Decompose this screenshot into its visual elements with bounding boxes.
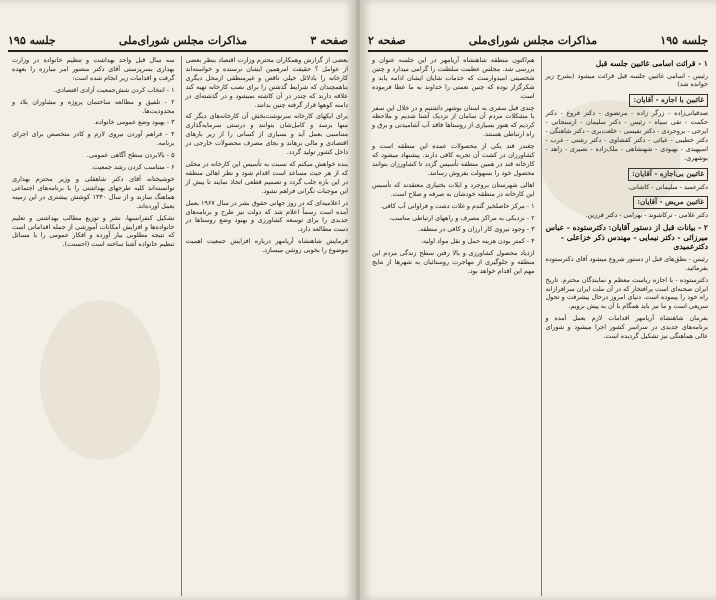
right-page-column-2 xyxy=(368,56,535,596)
paragraph: ۶ - متناسب کردن رشد جمعیت. xyxy=(91,163,175,172)
left-page xyxy=(0,0,356,600)
section-heading: ۲ - بیانات قبل از دستور آقایان: دکترستوده - عباس میرزائی - دکتر نیمایی - مهندس ذکر خزاعلی - دکترعمیدی xyxy=(545,223,708,252)
boxed-subheading-row xyxy=(546,166,709,183)
boxed-subheading: غائبین بی‌اجازه - آقایان: xyxy=(628,168,708,181)
paragraph: دکترستوده - با اجازه ریاست معظم و نمایندگان محترم. تاریخ ایران صحنه‌ای است پرافتخار که در آن ملت ایران سرافرازانه راه خود را پیموده است. دنیای امروز درحال پیشرفت و تحول سریعی است و ما نیز باید همگام با آن به پیش برویم. xyxy=(545,275,708,311)
left-page-column-1 xyxy=(181,56,349,596)
paragraph: ۴ - کمتر بودن هزینه حمل و نقل مواد اولیه. xyxy=(420,237,535,246)
paragraph: اهالی شهرستان بروجرد و ایلات بختیاری معتقدند که تأسیس این کارخانه در منطقه خودشان به صرفه و صلاح است. xyxy=(372,180,535,198)
left-page-column-2 xyxy=(8,56,175,596)
paragraph: هم‌اکنون منطقه شاهنشاه آریامهر در این جلسه عنوان و بررسی شد. مجلس عظمت سلطنت را گرامی میدارد و چنین شخصیتی امیدوارست که خدمات شایان ایشان ادامه یابد و شکرگزار بوده که چنین نعمتی را خداوند به ما عطا فرموده است. xyxy=(372,56,535,100)
paragraph: ۱ - مرکز حاصلخیز گندم و غلات دشت و فراوانی آب کافی. xyxy=(380,201,535,210)
paragraph: رئیس - نطق‌های قبل از دستور شروع میشود آقای دکترستوده بفرمائید. xyxy=(545,254,708,272)
paragraph: رئیس - اسامی غائبین جلسه قبل قرائت میشود (بشرح زیر خوانده شد) xyxy=(545,71,708,89)
paragraph: دکترعمید - سلیمانی - کاشانی. xyxy=(627,182,708,191)
paragraph: ۲ - تلفیق و مطالعه ساختمان پروژه و مشاوران بلاد و محدودیت‌ها. xyxy=(12,97,175,115)
paragraph: ازدیاد محصول کشاورزی و بالا رفتن سطح زندگی مردم این منطقه و جلوگیری از مهاجرت روستائیان به شهرها از نتایج مهم این اقدام خواهد بود. xyxy=(372,249,535,276)
paragraph: ۴ - فراهم آوردن نیروی لازم و کادر متخصص برای اجرای برنامه. xyxy=(12,130,175,148)
paragraph: بنده خواهش میکنم که نسبت به تأسیس این کارخانه در محلی که از هر حیث مساعد است اقدام شود و نظر اهالی منطقه در این باره جلب گردد و تصمیم قطعی اتخاذ نمایند تا بیش از این موجبات نگرانی فراهم نشود. xyxy=(185,159,348,195)
paragraph: بفرمان شاهنشاه آریامهر اقدامات لازم بعمل آمده و برنامه‌های جدیدی در سراسر کشور اجرا میشود و شورای عالی هماهنگی نیز تشکیل گردیده است. xyxy=(545,314,708,341)
boxed-subheading: غائبین با اجازه - آقایان: xyxy=(629,94,708,107)
left-page-session: جلسه ۱۹۵ xyxy=(8,33,56,47)
paragraph: چندی قبل سفری به استان بوشهر داشتیم و در خلال این سفر با مشکلات مردم آن سامان از نزدیک آشنا شدیم و ملاحظه کردیم که هنوز بسیاری از روستاها فاقد آب آشامیدنی و برق و راه ارتباطی هستند. xyxy=(372,103,535,139)
paragraph: ۱ - انتخاب کردن شش‌جمعیت آزادی اقتصادی. xyxy=(53,85,175,94)
paragraph: تشکیل کنفرانسها، نشر و توزیع مطالب بهداشتی و تعلیم خانواده‌ها و افزایش امکانات آموزشی از جمله اقداماتی است که نتیجه مطلوبی ببار آورده و افکار عمومی را با مسائل تنظیم خانواده آشنا ساخته است (احسنت). xyxy=(12,213,175,249)
right-page-column-1 xyxy=(541,56,709,596)
paragraph: بعضی از گزارش وهمکاران محترم وزارت اقتصاد بنظر بعضی از عوامل ؟ حقیقت امرهمین ایشان نرسنده و خواسته‌اند کارخانه را بادلائل خیلی ناقص و غیرمنطقی ازمحل دیگری بناهمچندان که شرایط گذشتن را برای نصب کارخانه تهیه کند علاقه دارند که چندر در آن کاشته نمیشود و در گذشته‌ای در دامنه کوهها قرار گرفته چنین بدانند. xyxy=(185,56,348,109)
left-page-columns xyxy=(8,56,348,596)
paragraph: فرمایش شاهنشاه آریامهر درباره افزایش جمعیت اهمیت موضوع را بخوبی روشن میسازد. xyxy=(185,237,348,255)
right-page-columns xyxy=(368,56,708,596)
right-page-label: صفحه ۲ xyxy=(368,33,406,47)
right-page-session: جلسه ۱۹۵ xyxy=(660,33,708,47)
left-page-title: مذاکرات مجلس شورای‌ملی xyxy=(118,33,248,47)
right-page-title: مذاکرات مجلس شورای‌ملی xyxy=(468,33,598,47)
right-page-header xyxy=(368,30,708,52)
paragraph: ۲ - نزدیکی به مراکز مصرف و راههای ارتباطی مناسب. xyxy=(389,213,535,222)
left-page-label: صفحه ۳ xyxy=(310,33,348,47)
paragraph: ۳ - وجود نیروی کار ارزان و کافی در منطقه. xyxy=(417,225,535,234)
paragraph: سه سال قبل واحد بهداشت و تنظیم خانواده در وزارت بهداری بسرپرستی آقای دکتر منصور امر مبارزه را بعهده گرفت و اقدامات زیر انجام شده است: xyxy=(12,56,175,82)
paragraph: در اعلامیه‌ای که در روز جهانی حقوق بشر در سال ۱۹۶۷ بعمل آمده است رسماً اعلام شد که دولت نیز طرح و برنامه‌های جدیدی را برای توسعه کشاورزی و بهبود وضع روستاها در دست مطالعه دارد. xyxy=(185,198,348,234)
paragraph: دکتر غلامی - ترکاشوند - بهرامی - دکتر فرزین. xyxy=(585,211,708,220)
boxed-subheading-row xyxy=(546,194,709,211)
paragraph: ۵ - بالابردن سطح آگاهی عمومی. xyxy=(86,151,175,160)
boxed-subheading: غائبین مریض - آقایان: xyxy=(633,196,708,209)
section-heading: ۱ - قرائت اسامی غائبین جلسه قبل xyxy=(595,59,708,68)
paragraph: خوشبختانه آقای دکتر شاهقلی و وزیر محترم بهداری توانسته‌اند کلیه طرحهای بهداشتی را با برنامه‌های اجتماعی هماهنگ سازند و از سال ۱۳۴۰ کوشش بیشتری در این زمینه بعمل آورده‌اند. xyxy=(12,174,175,210)
paragraph: برای ایکهای کارخانه سرنوشت‌بخش آن کارخانه‌های دیگر که منها برسد و کامل‌شان بتوانند و درستی سرمایه‌گذاری متناسبی بعمل آید و بسیاری از کسانی را از زیر بارهای اقتصادی و مالی برهاند و بجای مصرف محصولات خارجی در داخل کشور تولید گردد. xyxy=(185,112,348,157)
left-page-header xyxy=(8,30,348,52)
paragraph: صدقیانی‌زاده - زرگر زاده - مرتضوی - دکتر فروغ - دکتر حکمت - تقی سیاه - رئیس - دکتر سلیمان - ارسنجانی - ایرجی - بروجردی - دکتر نفیسی - خلعت‌بری - دکتر شاهنگی - دکتر خطیبی - غیاثی - دکتر کفشاوی - دکتر رشتی - غرب - اسپهبدی - بهبودی - شهنشاهی - ملک‌زاده - نصیری - زاهد - بوشهری. xyxy=(545,109,708,162)
boxed-subheading-row xyxy=(546,92,709,109)
paragraph: ۳ - بهبود وضع عمومی خانواده. xyxy=(93,118,175,127)
right-page xyxy=(360,0,716,600)
paragraph: چغندر قند یکی از محصولات عمده این منطقه است و کشاورزان در کشت آن تجربه کافی دارند. پیشنهاد میشود که کارخانه قند در همین منطقه تأسیس گردد تا کشاورزان بتوانند محصول خود را بسهولت بفروش رسانند. xyxy=(372,142,535,177)
